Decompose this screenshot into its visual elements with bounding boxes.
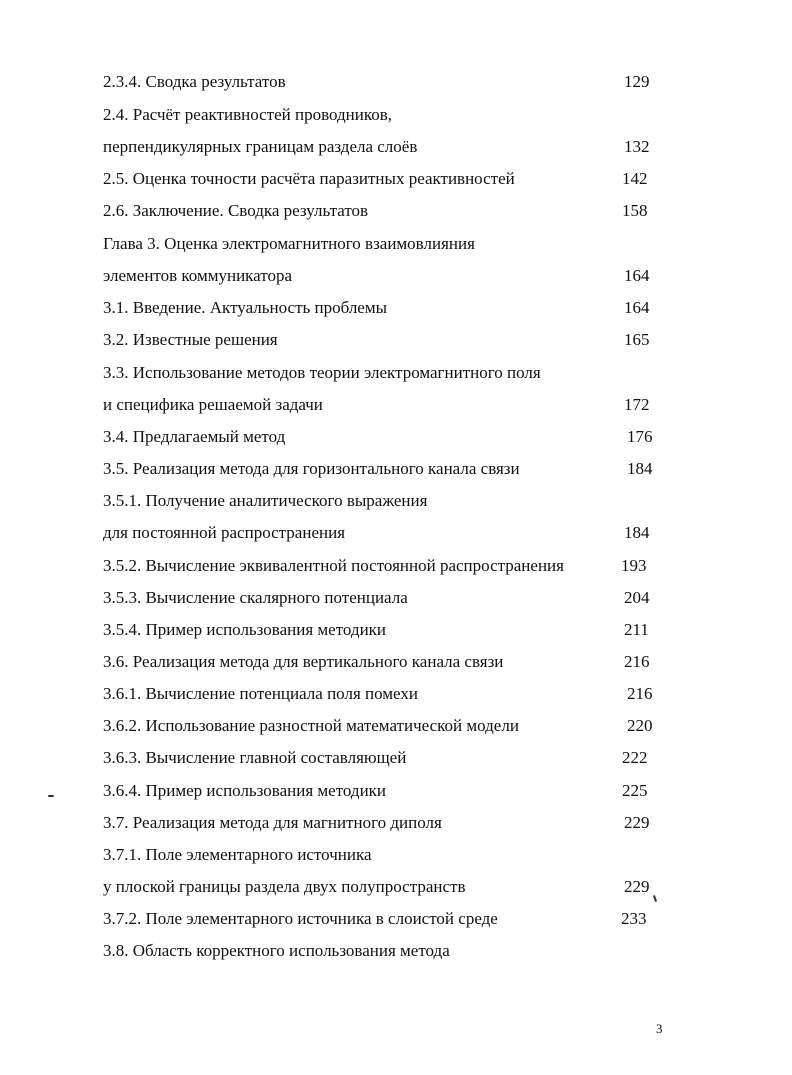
toc-entry-page: 129 bbox=[624, 72, 650, 91]
toc-entry bbox=[0, 393, 792, 417]
toc-entry bbox=[0, 489, 792, 513]
scan-artifact bbox=[48, 795, 54, 797]
toc-entry bbox=[0, 328, 792, 352]
toc-entry-page: 225 bbox=[622, 781, 648, 800]
toc-entry-title: 2.4. Расчёт реактивностей проводников, bbox=[103, 105, 393, 124]
toc-entry-title: 3.7. Реализация метода для магнитного диполя bbox=[103, 813, 442, 832]
toc-entry-page: 132 bbox=[624, 137, 650, 156]
toc-entry bbox=[0, 586, 792, 610]
toc-entry bbox=[0, 746, 792, 770]
toc-entry bbox=[0, 811, 792, 835]
toc-entry-title: 3.3. Использование методов теории электромагнитного поля bbox=[103, 363, 541, 382]
toc-entry bbox=[0, 907, 792, 931]
page-number: 3 bbox=[656, 1021, 663, 1036]
toc-entry-title: элементов коммуникатора bbox=[103, 266, 293, 285]
toc-entry-page: 176 bbox=[627, 427, 653, 446]
toc-entry-title: 3.5.3. Вычисление скалярного потенциала bbox=[103, 588, 408, 607]
toc-entry-title: перпендикулярных границам раздела слоёв bbox=[103, 137, 418, 156]
toc-entry bbox=[0, 682, 792, 706]
toc-entry-title: и специфика решаемой задачи bbox=[103, 395, 323, 414]
toc-entry-page: 216 bbox=[624, 652, 650, 671]
toc-entry-title: 2.6. Заключение. Сводка результатов bbox=[103, 201, 369, 220]
toc-entry bbox=[0, 361, 792, 385]
toc-entry-title: 3.6. Реализация метода для вертикального канала связи bbox=[103, 652, 504, 671]
toc-entry bbox=[0, 521, 792, 545]
toc-entry bbox=[0, 103, 792, 127]
toc-entry-page: 184 bbox=[624, 523, 650, 542]
toc-entry bbox=[0, 714, 792, 738]
toc-entry-page: 184 bbox=[627, 459, 653, 478]
toc-entry-title: Глава 3. Оценка электромагнитного взаимовлияния bbox=[103, 234, 475, 253]
toc-entry-title: 3.5.4. Пример использования методики bbox=[103, 620, 387, 639]
toc-entry bbox=[0, 232, 792, 256]
toc-entry-title: 3.6.1. Вычисление потенциала поля помехи bbox=[103, 684, 418, 703]
toc-entry bbox=[0, 875, 792, 899]
toc-entry-page: 229 bbox=[624, 877, 650, 896]
toc-entry-page: 204 bbox=[624, 588, 650, 607]
toc-entry bbox=[0, 554, 792, 578]
toc-entry-page: 158 bbox=[622, 201, 648, 220]
toc-entry bbox=[0, 650, 792, 674]
toc-entry bbox=[0, 457, 792, 481]
toc-entry bbox=[0, 425, 792, 449]
toc-entry-title: 3.6.4. Пример использования методики bbox=[103, 781, 387, 800]
toc-entry-page: 193 bbox=[621, 556, 647, 575]
toc-entry-title: 3.4. Предлагаемый метод bbox=[103, 427, 286, 446]
toc-entry-page: 165 bbox=[624, 330, 650, 349]
toc-entry-title: 3.1. Введение. Актуальность проблемы bbox=[103, 298, 388, 317]
toc-entry-title: 3.5.2. Вычисление эквивалентной постоянной распространения bbox=[103, 556, 564, 575]
toc-entry-title: 3.5.1. Получение аналитического выражения bbox=[103, 491, 428, 510]
toc-entry-title: для постоянной распространения bbox=[103, 523, 346, 542]
toc-entry-title: 2.5. Оценка точности расчёта паразитных реактивностей bbox=[103, 169, 515, 188]
toc-entry-page: 142 bbox=[622, 169, 648, 188]
toc-entry bbox=[0, 939, 792, 963]
toc-entry-title: 3.6.3. Вычисление главной составляющей bbox=[103, 748, 407, 767]
toc-entry-title: 3.6.2. Использование разностной математической модели bbox=[103, 716, 519, 735]
toc-entry bbox=[0, 779, 792, 803]
toc-entry bbox=[0, 843, 792, 867]
toc-entry-page: 229 bbox=[624, 813, 650, 832]
toc-entry bbox=[0, 618, 792, 642]
toc-entry-page: 164 bbox=[624, 298, 650, 317]
toc-entry bbox=[0, 264, 792, 288]
toc-entry-title: 3.7.1. Поле элементарного источника bbox=[103, 845, 372, 864]
toc-entry bbox=[0, 199, 792, 223]
toc-entry-title: у плоской границы раздела двух полупространств bbox=[103, 877, 466, 896]
toc-entry-title: 3.8. Область корректного использования метода bbox=[103, 941, 450, 960]
toc-entry-page: 172 bbox=[624, 395, 650, 414]
toc-entry-title: 2.3.4. Сводка результатов bbox=[103, 72, 286, 91]
toc-entry-page: 216 bbox=[627, 684, 653, 703]
toc-entry bbox=[0, 135, 792, 159]
toc-entry-page: 233 bbox=[621, 909, 647, 928]
toc-entry-page: 211 bbox=[624, 620, 649, 639]
toc-entry-title: 3.5. Реализация метода для горизонтального канала связи bbox=[103, 459, 520, 478]
toc-entry-page: 222 bbox=[622, 748, 648, 767]
toc-entry-title: 3.7.2. Поле элементарного источника в слоистой среде bbox=[103, 909, 498, 928]
toc-entry bbox=[0, 296, 792, 320]
toc-entry-page: 220 bbox=[627, 716, 653, 735]
toc-entry bbox=[0, 167, 792, 191]
toc-entry bbox=[0, 70, 792, 94]
toc-entry-page: 164 bbox=[624, 266, 650, 285]
toc-entry-title: 3.2. Известные решения bbox=[103, 330, 278, 349]
